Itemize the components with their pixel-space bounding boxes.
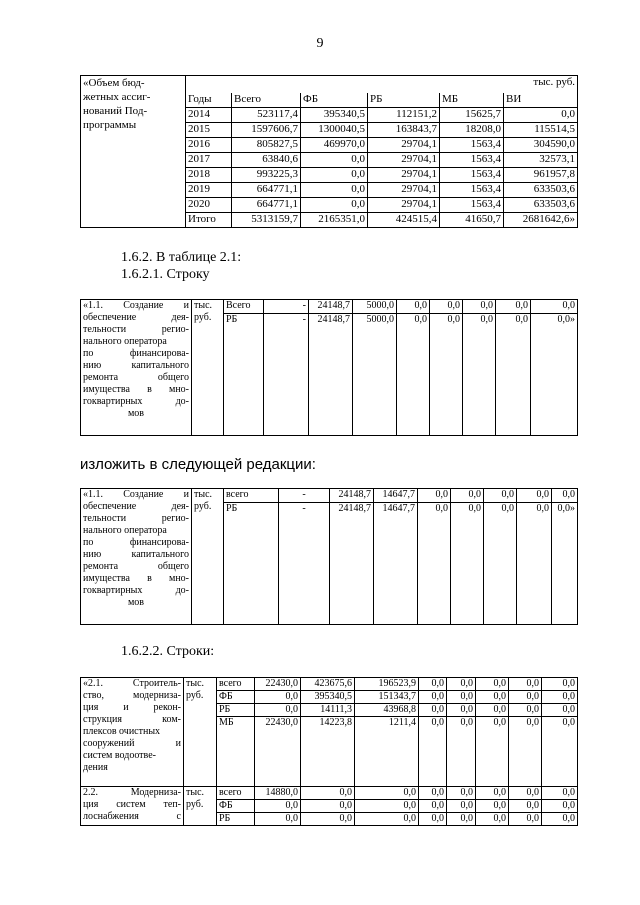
value-cell: 0,0	[355, 800, 419, 813]
value-cell: 0,0	[301, 183, 368, 198]
value-cell: 0,0	[531, 300, 578, 314]
value-cell: -	[264, 314, 309, 328]
desc-line: гоквартирных до-	[83, 585, 189, 596]
value-cell: 41650,7	[440, 213, 504, 228]
budget-label-line: «Объем бюд-	[83, 77, 145, 89]
value-cell: 0,0	[476, 717, 509, 787]
value-cell: 0,0	[430, 300, 463, 314]
desc-line: нию капитального	[83, 360, 189, 371]
year-cell: Итого	[186, 213, 232, 228]
value-cell: 523117,4	[232, 108, 301, 123]
value-cell: 1563,4	[440, 153, 504, 168]
value-cell: 22430,0	[255, 717, 301, 787]
description-cell	[81, 678, 184, 787]
value-cell: 0,0	[255, 800, 301, 813]
desc-line: «1.1. Создание и	[83, 489, 189, 500]
value-cell: 0,0	[447, 691, 476, 704]
value-cell: 0,0	[542, 813, 578, 826]
value-cell: 24148,7	[330, 489, 374, 503]
value-cell: 0,0	[301, 800, 355, 813]
value-cell: 0,0	[476, 800, 509, 813]
value-cell: 22430,0	[255, 678, 301, 691]
year-cell: 2015	[186, 123, 232, 138]
value-cell: 0,0	[476, 678, 509, 691]
value-cell: 633503,6	[504, 198, 578, 213]
desc-line: ство, модерниза-	[83, 690, 181, 701]
source-cell: РБ	[224, 503, 279, 517]
value-cell: 0,0	[255, 813, 301, 826]
unit-line: руб.	[186, 799, 204, 810]
source-cell: ФБ	[217, 691, 255, 704]
value-cell: 961957,8	[504, 168, 578, 183]
unit-line: тыс.	[186, 787, 205, 798]
value-cell: 1597606,7	[232, 123, 301, 138]
value-cell: 0,0	[447, 678, 476, 691]
unit-line: тыс.	[194, 300, 213, 311]
budget-label-line: программы	[83, 119, 137, 131]
value-cell: 0,0	[476, 813, 509, 826]
value-cell: 1300040,5	[301, 123, 368, 138]
value-cell: 24148,7	[309, 300, 353, 314]
value-cell: 0,0	[496, 300, 531, 314]
value-cell: 0,0	[419, 717, 447, 787]
value-cell: 5000,0	[353, 314, 397, 328]
desc-line: нального оператора	[83, 525, 167, 536]
value-cell: 0,0	[451, 503, 484, 517]
value-cell: 18208,0	[440, 123, 504, 138]
value-cell: 0,0	[419, 787, 447, 800]
desc-line: 2.2. Модерниза-	[83, 787, 181, 798]
desc-line: тельности регио-	[83, 324, 189, 335]
desc-line: струкция ком-	[83, 714, 181, 725]
value-cell: 29704,1	[368, 183, 440, 198]
value-cell: 151343,7	[355, 691, 419, 704]
value-cell: 14647,7	[374, 489, 418, 503]
table-row	[81, 489, 578, 503]
value-cell: 304590,0	[504, 138, 578, 153]
page-number: 9	[316, 36, 324, 51]
value-cell: 5313159,7	[232, 213, 301, 228]
value-cell: 664771,1	[232, 183, 301, 198]
value-cell: 43968,8	[355, 704, 419, 717]
desc-line: нию капитального	[83, 549, 189, 560]
value-cell: 32573,1	[504, 153, 578, 168]
value-cell: 0,0	[447, 787, 476, 800]
value-cell: 0,0	[552, 489, 578, 503]
value-cell: 0,0	[419, 813, 447, 826]
value-cell: 0,0	[397, 314, 430, 328]
unit-line: тыс.	[194, 489, 213, 500]
value-cell: 0,0	[301, 813, 355, 826]
header-cell: Всего	[232, 93, 301, 108]
value-cell: 0,0	[447, 800, 476, 813]
desc-line: сооружений и	[83, 738, 181, 749]
value-cell: 1211,4	[355, 717, 419, 787]
value-cell: -	[264, 300, 309, 314]
value-cell: 0,0	[484, 489, 517, 503]
value-cell: 423675,6	[301, 678, 355, 691]
value-cell: 0,0	[355, 813, 419, 826]
value-cell: 0,0	[476, 704, 509, 717]
value-cell: 29704,1	[368, 198, 440, 213]
value-cell: 0,0	[301, 787, 355, 800]
desc-line: «1.1. Создание и	[83, 300, 189, 311]
value-cell: 805827,5	[232, 138, 301, 153]
desc-line: имущества в мно-	[83, 384, 189, 395]
value-cell: 0,0	[476, 787, 509, 800]
budget-label-line: нований Под-	[83, 105, 148, 117]
value-cell: 0,0	[484, 503, 517, 517]
value-cell: 63840,6	[232, 153, 301, 168]
value-cell: 0,0	[397, 300, 430, 314]
desc-line: по финансирова-	[83, 348, 189, 359]
header-cell: ВИ	[504, 93, 578, 108]
budget-label-line: жетных ассиг-	[83, 91, 151, 103]
unit-cell	[192, 300, 224, 436]
value-cell: 0,0	[517, 489, 552, 503]
value-cell: 0,0	[355, 787, 419, 800]
unit-line: руб.	[186, 690, 204, 701]
desc-line: по финансирова-	[83, 537, 189, 548]
value-cell: 115514,5	[504, 123, 578, 138]
desc-line: ция и рекон-	[83, 702, 181, 713]
row-table-new	[80, 488, 578, 625]
description-cell	[81, 787, 184, 826]
value-cell: 0,0	[542, 678, 578, 691]
value-cell: 14647,7	[374, 503, 418, 517]
paragraph: 1.6.2. В таблице 2.1:	[121, 250, 242, 265]
value-cell: 395340,5	[301, 108, 368, 123]
value-cell: 0,0	[301, 153, 368, 168]
value-cell: -	[279, 489, 330, 503]
value-cell: 0,0	[255, 704, 301, 717]
value-cell: 0,0	[509, 787, 542, 800]
value-cell: 424515,4	[368, 213, 440, 228]
source-cell: РБ	[224, 314, 264, 328]
desc-line: «2.1. Строитель-	[83, 678, 181, 689]
source-cell: всего	[217, 787, 255, 800]
value-cell: 1563,4	[440, 198, 504, 213]
year-cell: 2018	[186, 168, 232, 183]
unit-line: руб.	[194, 312, 212, 323]
desc-line: плексов очистных	[83, 726, 161, 737]
value-cell: 0,0	[463, 314, 496, 328]
value-cell: 0,0	[542, 691, 578, 704]
value-cell: 0,0	[419, 691, 447, 704]
table-row	[81, 787, 578, 800]
header-cell: Годы	[186, 93, 232, 108]
value-cell: 14223,8	[301, 717, 355, 787]
unit-line: тыс.	[186, 678, 205, 689]
value-cell: 0,0	[418, 503, 451, 517]
year-cell: 2014	[186, 108, 232, 123]
value-cell: 0,0	[419, 800, 447, 813]
value-cell: 0,0	[509, 691, 542, 704]
value-cell: 0,0	[447, 717, 476, 787]
value-cell: 0,0	[504, 108, 578, 123]
table-row	[81, 300, 578, 314]
value-cell: 0,0	[419, 704, 447, 717]
value-cell: 0,0	[517, 503, 552, 517]
value-cell: 2165351,0	[301, 213, 368, 228]
desc-line: ремонта общего	[83, 372, 189, 383]
unit-cell	[184, 787, 217, 826]
value-cell: 0,0	[419, 678, 447, 691]
value-cell: 24148,7	[309, 314, 353, 328]
value-cell: 0,0	[509, 704, 542, 717]
paragraph: 1.6.2.1. Строку	[121, 267, 210, 282]
value-cell: 993225,3	[232, 168, 301, 183]
value-cell: 0,0	[463, 300, 496, 314]
value-cell: 163843,7	[368, 123, 440, 138]
unit-cell	[192, 489, 224, 625]
desc-line: имущества в мно-	[83, 573, 189, 584]
value-cell: 0,0	[418, 489, 451, 503]
value-cell: 0,0	[542, 717, 578, 787]
source-cell: МБ	[217, 717, 255, 787]
value-cell: 395340,5	[301, 691, 355, 704]
value-cell: 1563,4	[440, 183, 504, 198]
source-cell: РБ	[217, 813, 255, 826]
value-cell: 0,0	[542, 704, 578, 717]
value-cell: 0,0	[509, 800, 542, 813]
value-cell: 0,0	[447, 704, 476, 717]
desc-line: тельности регио-	[83, 513, 189, 524]
source-cell: РБ	[217, 704, 255, 717]
desc-line: систем водоотве-	[83, 750, 156, 761]
header-cell: ФБ	[301, 93, 368, 108]
header-cell: МБ	[440, 93, 504, 108]
desc-line: обеспечение дея-	[83, 312, 189, 323]
source-cell: ФБ	[217, 800, 255, 813]
value-cell: 0,0	[447, 813, 476, 826]
year-cell: 2016	[186, 138, 232, 153]
header-cell: РБ	[368, 93, 440, 108]
value-cell: 0,0	[542, 787, 578, 800]
value-cell: 0,0	[301, 168, 368, 183]
value-cell: 0,0»	[552, 503, 578, 517]
value-cell: 0,0	[496, 314, 531, 328]
value-cell: 196523,9	[355, 678, 419, 691]
year-cell: 2019	[186, 183, 232, 198]
value-cell: 14111,3	[301, 704, 355, 717]
value-cell: 5000,0	[353, 300, 397, 314]
description-cell	[81, 489, 192, 625]
value-cell: -	[279, 503, 330, 517]
desc-line: мов	[127, 597, 145, 608]
value-cell: 1563,4	[440, 138, 504, 153]
value-cell: 0,0	[255, 691, 301, 704]
rows-table	[80, 677, 578, 826]
value-cell: 0,0	[509, 717, 542, 787]
value-cell: 0,0	[476, 691, 509, 704]
value-cell: 0,0	[542, 800, 578, 813]
desc-line: гоквартирных до-	[83, 396, 189, 407]
desc-line: ция систем теп-	[83, 799, 181, 810]
value-cell: 1563,4	[440, 168, 504, 183]
value-cell: 0,0	[451, 489, 484, 503]
value-cell: 0,0	[509, 813, 542, 826]
desc-line: ремонта общего	[83, 561, 189, 572]
value-cell: 0,0	[509, 678, 542, 691]
source-cell: Всего	[224, 300, 264, 314]
value-cell: 0,0	[301, 198, 368, 213]
budget-table	[80, 75, 578, 228]
table-row	[81, 678, 578, 691]
value-cell: 24148,7	[330, 503, 374, 517]
row-table-original	[80, 299, 578, 436]
desc-line: нального оператора	[83, 336, 167, 347]
value-cell: 14880,0	[255, 787, 301, 800]
paragraph: 1.6.2.2. Строки:	[121, 644, 215, 659]
value-cell: 2681642,6»	[504, 213, 578, 228]
value-cell: 664771,1	[232, 198, 301, 213]
value-cell: 112151,2	[368, 108, 440, 123]
value-cell: 633503,6	[504, 183, 578, 198]
desc-line: мов	[127, 408, 145, 419]
value-cell: 29704,1	[368, 138, 440, 153]
value-cell: 0,0	[430, 314, 463, 328]
budget-label-cell	[81, 76, 186, 228]
unit-cell	[184, 678, 217, 787]
unit-label: тыс. руб.	[186, 76, 578, 93]
source-cell: всего	[217, 678, 255, 691]
desc-line: дения	[83, 762, 108, 773]
value-cell: 0,0»	[531, 314, 578, 328]
value-cell: 29704,1	[368, 168, 440, 183]
paragraph: изложить в следующей редакции:	[80, 456, 316, 473]
value-cell: 15625,7	[440, 108, 504, 123]
source-cell: всего	[224, 489, 279, 503]
desc-line: лоснабжения с	[83, 811, 181, 822]
value-cell: 469970,0	[301, 138, 368, 153]
description-cell	[81, 300, 192, 436]
value-cell: 29704,1	[368, 153, 440, 168]
year-cell: 2017	[186, 153, 232, 168]
unit-line: руб.	[194, 501, 212, 512]
year-cell: 2020	[186, 198, 232, 213]
desc-line: обеспечение дея-	[83, 501, 189, 512]
